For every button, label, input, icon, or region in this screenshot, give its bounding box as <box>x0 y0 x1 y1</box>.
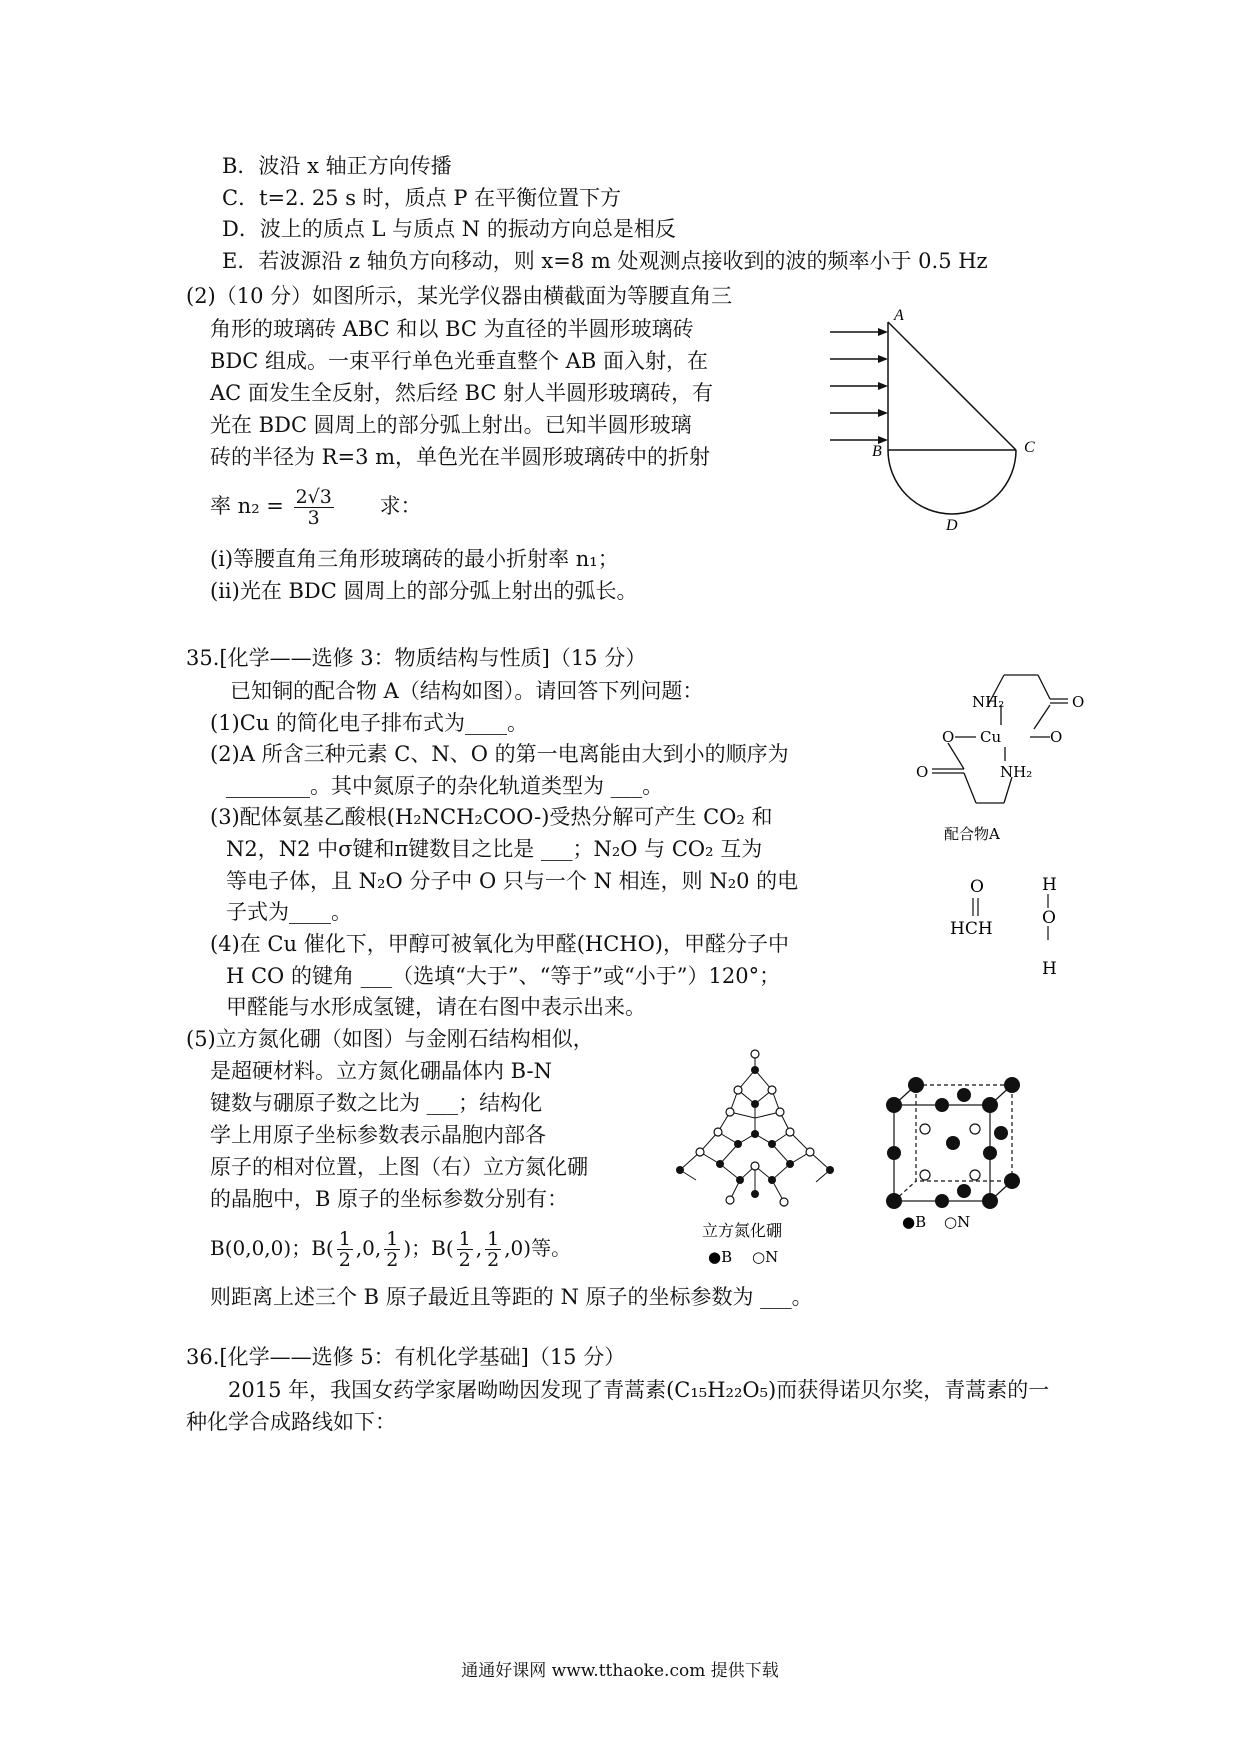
rate-denominator: 3 <box>307 507 320 529</box>
bn-legend-b: ●B <box>708 1248 733 1266</box>
chem35-q3b: N2，N2 中σ键和π键数目之比是 ___；N₂O 与 CO₂ 互为 <box>226 837 763 861</box>
chem35-intro: 已知铜的配合物 A（结构如图）。请回答下列问题： <box>230 679 704 703</box>
atom-nh2-top: NH₂ <box>972 693 1005 711</box>
incident-rays <box>830 332 886 440</box>
chem35-q5c: 键数与硼原子数之比为 ___；结构化 <box>210 1091 543 1115</box>
bn-caption: 立方氮化硼 <box>702 1221 783 1240</box>
chem35-q2b: ________。其中氮原子的杂化轨道类型为 ___。 <box>226 774 664 798</box>
coord-part-4: ,0) <box>504 1236 532 1260</box>
chem35-q3c: 等电子体，且 N₂O 分子中 O 只与一个 N 相连，则 N₂0 的电 <box>226 869 799 893</box>
face-ac <box>888 322 1016 450</box>
bn-legend-n: ○N <box>752 1248 779 1266</box>
label-d: D <box>946 517 958 534</box>
atom-cu: Cu <box>980 728 1002 746</box>
half-fraction: $\frac{1}{2}$ <box>487 1228 500 1271</box>
q2-sub-i: (i)等腰直角三角形玻璃砖的最小折射率 n₁； <box>210 547 619 571</box>
atom-nh2-bottom: NH₂ <box>1000 763 1033 781</box>
atom-o-left: O <box>942 728 955 746</box>
half-fraction: $\frac{1}{2}$ <box>386 1228 399 1271</box>
coord-etc: 等。 <box>531 1236 572 1260</box>
cubic-bn-structure <box>660 1040 850 1270</box>
label-c: C <box>1024 439 1035 456</box>
coord-comma: , <box>475 1236 483 1260</box>
label-b: B <box>872 443 882 460</box>
chem35-q4b: H CO 的键角 ___（选填“大于”、“等于”或“小于”）120°； <box>226 964 781 988</box>
chem35-title: 35.[化学——选修 3：物质结构与性质]（15 分） <box>186 646 647 670</box>
water-o: O <box>1042 908 1056 928</box>
complex-label: 配合物A <box>944 825 1000 843</box>
coord-part-3: )；B( <box>403 1236 454 1260</box>
rate-fraction <box>294 487 334 528</box>
complex-a-figure <box>900 665 1110 845</box>
hcho-water-figure <box>940 870 1080 980</box>
atom-o-carbonyl-bottom: O <box>916 763 929 781</box>
chem35-q1: (1)Cu 的简化电子排布式为____。 <box>210 711 529 735</box>
half-fraction: $\frac{1}{2}$ <box>338 1228 351 1271</box>
semicircle-bdc <box>888 450 1016 514</box>
chem35-q4a: (4)在 Cu 催化下，甲醇可被氧化为甲醛(HCHO)，甲醛分子中 <box>210 932 789 956</box>
bn-unit-cell <box>880 1075 1030 1235</box>
rate-suffix: 求： <box>379 494 422 518</box>
q2-line-1: (2)（10 分）如图所示，某光学仪器由横截面为等腰直角三 <box>186 284 733 308</box>
chem35-q5a: (5)立方氮化硼（如图）与金刚石结构相似， <box>186 1027 594 1051</box>
q2-line-3: BDC 组成。一束平行单色光垂直整个 AB 面入射，在 <box>210 349 708 373</box>
chem35-q3d: 子式为____。 <box>226 900 352 924</box>
half-fraction: $\frac{1}{2}$ <box>458 1228 471 1271</box>
q2-line-5: 光在 BDC 圆周上的部分弧上射出。已知半圆形玻璃 <box>210 413 692 437</box>
refractive-index-line <box>210 484 422 528</box>
option-c: C．t=2. 25 s 时，质点 P 在平衡位置下方 <box>222 186 622 210</box>
chem35-q4c: 甲醛能与水形成氢键，请在右图中表示出来。 <box>226 995 646 1019</box>
option-e: E．若波源沿 z 轴负方向移动，则 x=8 m 处观测点接收到的波的频率小于 0.5 Hz <box>222 249 988 273</box>
chem36-line2: 种化学合成路线如下： <box>186 1410 396 1434</box>
ray-arrowheads <box>878 328 888 444</box>
water-h-top: H <box>1042 875 1057 895</box>
q2-line-4: AC 面发生全反射，然后经 BC 射人半圆形玻璃砖，有 <box>210 381 714 405</box>
chem35-q2a: (2)A 所含三种元素 C、N、O 的第一电离能由大到小的顺序为 <box>210 742 789 766</box>
cell-legend-n: ○N <box>944 1213 971 1231</box>
q2-line-2: 角形的玻璃砖 ABC 和以 BC 为直径的半圆形玻璃砖 <box>210 317 694 341</box>
b-coordinates <box>210 1226 571 1270</box>
optics-figure <box>820 300 1060 540</box>
chem36-line1: 2015 年，我国女药学家屠呦呦因发现了青蒿素(C₁₅H₂₂O₅)而获得诺贝尔奖，青蒿素的一 <box>228 1378 1050 1402</box>
coord-part-2: ,0, <box>355 1236 382 1260</box>
chem35-q5e: 原子的相对位置，上图（右）立方氮化硼 <box>210 1155 588 1179</box>
footer: 通通好课网 www.tthaoke.com 提供下载 <box>461 1661 779 1681</box>
chem35-q5g: 则距离上述三个 B 原子最近且等距的 N 原子的坐标参数为 ___。 <box>210 1285 813 1309</box>
rate-numerator: 2√3 <box>295 486 332 508</box>
chem36-title: 36.[化学——选修 5：有机化学基础]（15 分） <box>186 1345 626 1369</box>
option-b: B．波沿 x 轴正方向传播 <box>222 154 452 178</box>
atom-o-carbonyl-top: O <box>1072 693 1085 711</box>
atom-o-right: O <box>1050 728 1063 746</box>
hcho-o: O <box>970 877 984 897</box>
water-h-bottom: H <box>1042 959 1057 979</box>
option-d: D．波上的质点 L 与质点 N 的振动方向总是相反 <box>222 217 676 241</box>
chem35-q5b: 是超硬材料。立方氮化硼晶体内 B-N <box>210 1059 552 1083</box>
coord-part-1: B(0,0,0)；B( <box>210 1236 334 1260</box>
chem35-q5d: 学上用原子坐标参数表示晶胞内部各 <box>210 1123 546 1147</box>
rate-prefix: 率 n₂ = <box>210 494 284 518</box>
chem35-q5f: 的晶胞中，B 原子的坐标参数分别有： <box>210 1187 569 1211</box>
chem35-q3a: (3)配体氨基乙酸根(H₂NCH₂COO-)受热分解可产生 CO₂ 和 <box>210 805 773 829</box>
hcho-hch: HCH <box>950 919 993 939</box>
label-a: A <box>894 307 904 324</box>
cell-legend-b: ●B <box>902 1213 927 1231</box>
q2-line-6: 砖的半径为 R=3 m，单色光在半圆形玻璃砖中的折射 <box>210 445 711 469</box>
q2-sub-ii: (ii)光在 BDC 圆周上的部分弧上射出的弧长。 <box>210 579 638 603</box>
